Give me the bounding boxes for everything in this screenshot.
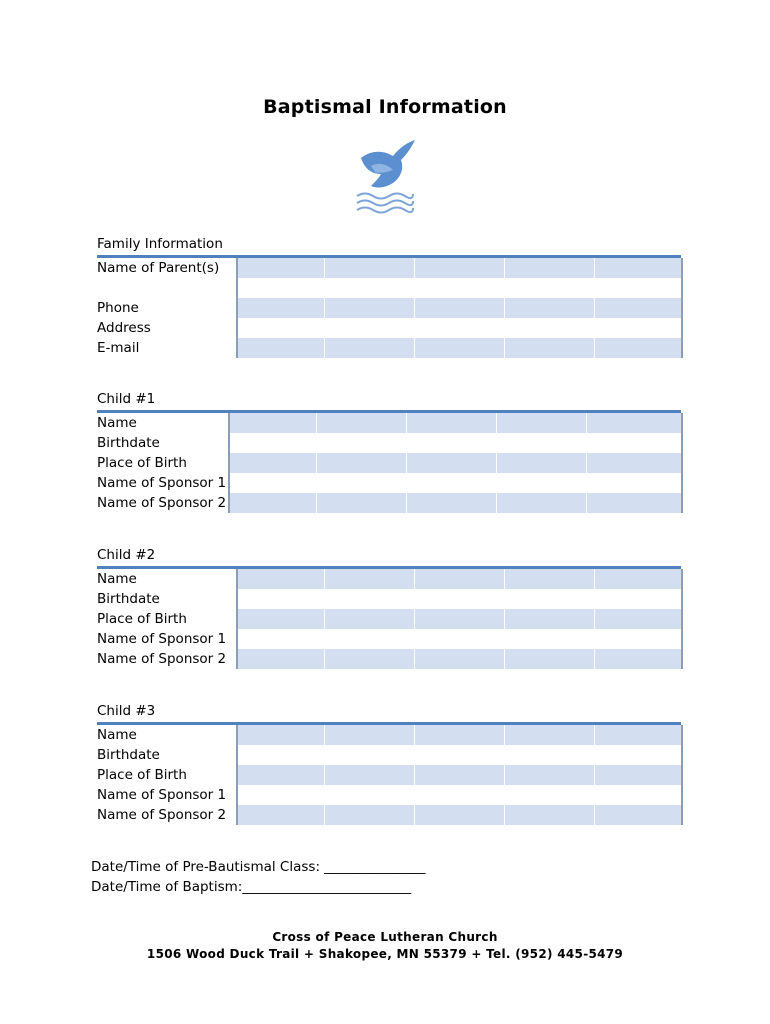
family-labels bbox=[97, 258, 219, 358]
child-1-sponsor-2-field[interactable] bbox=[230, 493, 681, 513]
label-name: Name bbox=[97, 415, 137, 431]
child-2-sponsor-1-field[interactable] bbox=[238, 629, 681, 649]
child-3-entry-grid bbox=[236, 725, 681, 825]
child-2-place-of-birth-field[interactable] bbox=[238, 609, 681, 629]
child-3-sponsor-1-field[interactable] bbox=[238, 785, 681, 805]
parent-name-field[interactable] bbox=[238, 258, 681, 278]
child-1-labels bbox=[97, 413, 226, 513]
grid-right-border bbox=[681, 413, 683, 513]
pre-baptismal-class-line[interactable]: Date/Time of Pre-Bautismal Class: _______________ bbox=[91, 859, 426, 875]
church-address: 1506 Wood Duck Trail + Shakopee, MN 55379 + Tel. (952) 445-5479 bbox=[146, 947, 624, 961]
grid-right-border bbox=[681, 258, 683, 358]
label-birthdate: Birthdate bbox=[97, 591, 160, 607]
label-sponsor-1: Name of Sponsor 1 bbox=[97, 787, 227, 803]
parent-name-field-2[interactable] bbox=[238, 278, 681, 298]
label-birthdate: Birthdate bbox=[97, 747, 160, 763]
dove-over-water-icon bbox=[349, 136, 419, 216]
child-3-birthdate-field[interactable] bbox=[238, 745, 681, 765]
child-3-title: Child #3 bbox=[97, 703, 156, 719]
child-3-section bbox=[97, 702, 681, 825]
label-email: E-mail bbox=[97, 340, 140, 356]
family-information-section bbox=[97, 235, 681, 358]
label-sponsor-2: Name of Sponsor 2 bbox=[97, 807, 227, 823]
family-section-title: Family Information bbox=[97, 236, 223, 252]
church-footer bbox=[0, 929, 770, 963]
label-address: Address bbox=[97, 320, 151, 336]
label-place-of-birth: Place of Birth bbox=[97, 455, 187, 471]
child-3-labels bbox=[97, 725, 226, 825]
label-sponsor-1: Name of Sponsor 1 bbox=[97, 631, 227, 647]
child-1-name-field[interactable] bbox=[230, 413, 681, 433]
child-1-place-of-birth-field[interactable] bbox=[230, 453, 681, 473]
grid-right-border bbox=[681, 725, 683, 825]
child-2-section bbox=[97, 546, 681, 669]
child-1-birthdate-field[interactable] bbox=[230, 433, 681, 453]
label-birthdate: Birthdate bbox=[97, 435, 160, 451]
child-1-section bbox=[97, 390, 681, 513]
label-name: Name bbox=[97, 727, 137, 743]
date-lines bbox=[91, 857, 426, 897]
label-place-of-birth: Place of Birth bbox=[97, 767, 187, 783]
child-1-title: Child #1 bbox=[97, 391, 156, 407]
phone-field[interactable] bbox=[238, 298, 681, 318]
child-3-name-field[interactable] bbox=[238, 725, 681, 745]
child-1-entry-grid bbox=[228, 413, 681, 513]
child-2-birthdate-field[interactable] bbox=[238, 589, 681, 609]
child-3-sponsor-2-field[interactable] bbox=[238, 805, 681, 825]
label-sponsor-1: Name of Sponsor 1 bbox=[97, 475, 227, 491]
child-3-place-of-birth-field[interactable] bbox=[238, 765, 681, 785]
label-parent-names: Name of Parent(s) bbox=[97, 260, 220, 276]
label-name: Name bbox=[97, 571, 137, 587]
label-sponsor-2: Name of Sponsor 2 bbox=[97, 651, 227, 667]
child-2-entry-grid bbox=[236, 569, 681, 669]
family-entry-grid bbox=[236, 258, 681, 358]
child-2-sponsor-2-field[interactable] bbox=[238, 649, 681, 669]
page-title: Baptismal Information bbox=[263, 96, 507, 118]
label-phone: Phone bbox=[97, 300, 139, 316]
child-1-sponsor-1-field[interactable] bbox=[230, 473, 681, 493]
child-2-title: Child #2 bbox=[97, 547, 156, 563]
email-field[interactable] bbox=[238, 338, 681, 358]
church-name: Cross of Peace Lutheran Church bbox=[272, 930, 498, 944]
label-blank bbox=[97, 278, 219, 298]
baptism-date-line[interactable]: Date/Time of Baptism:_________________________ bbox=[91, 879, 412, 895]
address-field[interactable] bbox=[238, 318, 681, 338]
label-sponsor-2: Name of Sponsor 2 bbox=[97, 495, 227, 511]
child-2-name-field[interactable] bbox=[238, 569, 681, 589]
label-place-of-birth: Place of Birth bbox=[97, 611, 187, 627]
grid-right-border bbox=[681, 569, 683, 669]
child-2-labels bbox=[97, 569, 226, 669]
